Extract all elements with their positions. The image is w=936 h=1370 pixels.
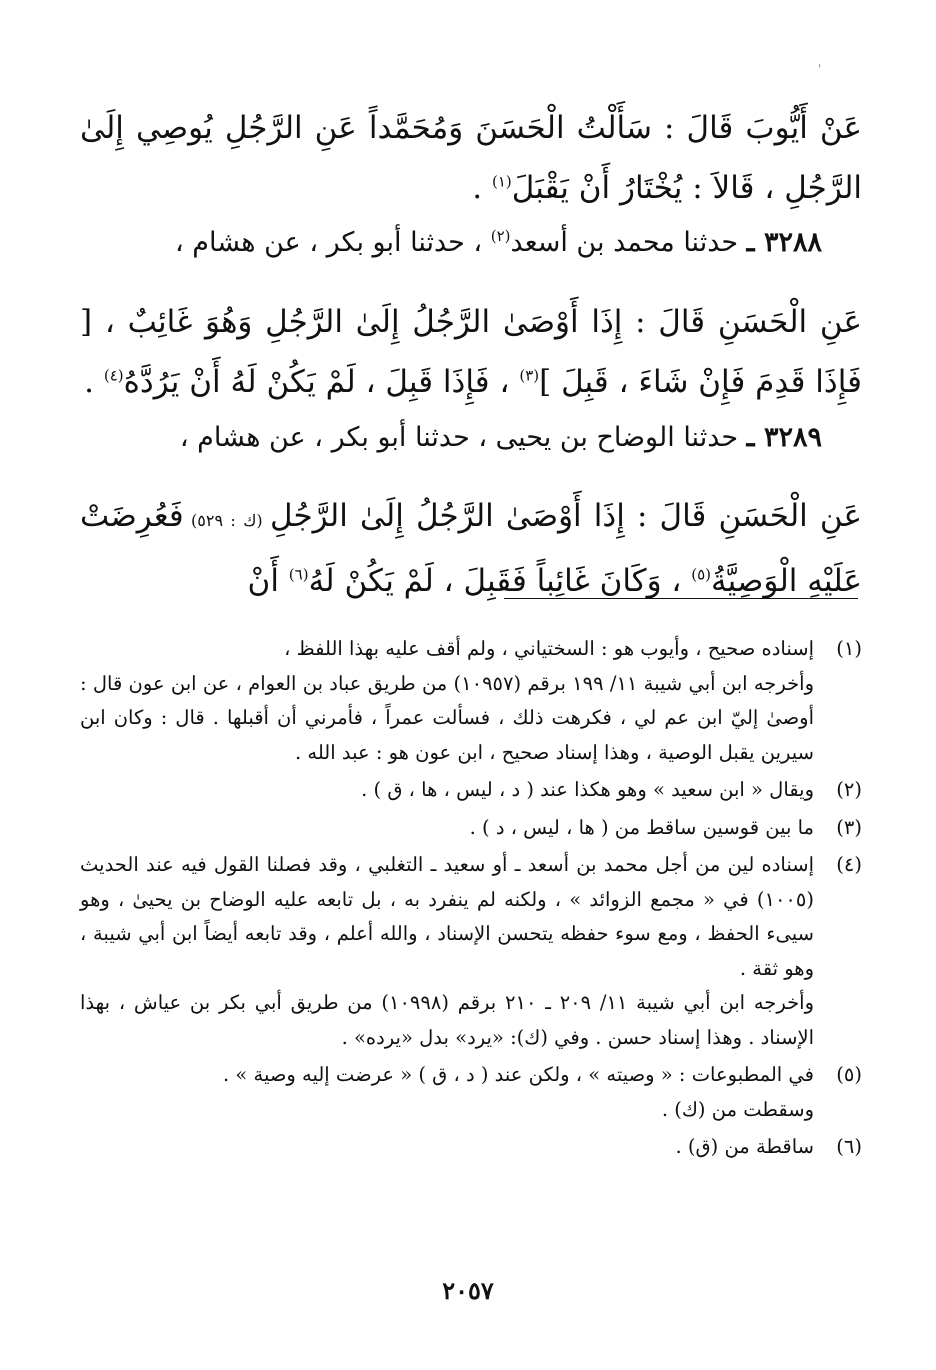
footnote-number: (٣) [836, 815, 862, 839]
footnote-ref-4[interactable]: (٤) [103, 366, 124, 385]
footnote-body [80, 848, 814, 1055]
hadith-3289-number: ٣٢٨٩ ـ [746, 422, 822, 453]
hadith-3289-matn-a: عَنِ الْحَسَنِ قَالَ : إِذَا أَوْصَىٰ الرَّجُلُ إِلَىٰ الرَّجُلِ [270, 498, 863, 534]
hadith-3289-isnad-text: حدثنا الوضاح بن يحيى ، حدثنا أبو بكر ، عن هشام ، [179, 422, 739, 453]
footnote-line: ساقطة من (ق) . [675, 1135, 814, 1158]
hadith-3288-matn-a: عَنِ الْحَسَنِ قَالَ : إِذَا أَوْصَىٰ الرَّجُلُ إِلَىٰ الرَّجُلِ وَهُوَ غَائِبٌ ، [ فَإِذَا قَدِمَ فَإِنْ شَاءَ ، قَبِلَ ] [80, 304, 862, 400]
footnote-number: (٥) [836, 1063, 862, 1086]
hadith-3289-matn-d: أَنْ [247, 563, 289, 599]
hadith-3289-matn [80, 486, 862, 611]
footnote-5 [80, 1058, 862, 1127]
footnote-line: وأخرجه ابن أبي شيبة ١١/ ١٩٩ برقم (١٠٩٥٧) من طريق عباد بن العوام ، عن ابن عون قال : أوصىٰ إليّ ابن عم لي ، فكرهت ذلك ، فسألت عمراً ، فأمرني أن أقبلها . قال : وكان ابن سيرين يقبل الوصية ، وهذا إسناد صحيح ، ابن عون هو : عبد الله . [80, 671, 814, 764]
hadith-intro-body: عَنْ أَيُّوبَ قَالَ : سَأَلْتُ الْحَسَنَ وَمُحَمَّداً عَنِ الرَّجُلِ يُوصِي إِلَىٰ الرَّجُلِ ، قَالاَ : يُخْتَارُ أَنْ يَقْبَلَ [80, 110, 862, 206]
footnote-body [80, 632, 814, 770]
hadith-3289-isnad [80, 416, 862, 460]
footnote-body [80, 1058, 814, 1127]
footnote-line: إسناده لين من أجل محمد بن أسعد ـ أو سعيد ـ التغلبي ، وقد فصلنا القول فيه عند الحديث (١٠٠٥) في « مجمع الزوائد » ، ولكنه لم ينفرد به ، بل تابعه عليه الوضاح بن يحيىٰ ، وهو سيىء الحفظ ، ومع سوء حفظه يتحسن الإسناد ، والله أعلم ، وقد تابعه أيضاً ابن أبي شيبة ، وهو ثقة . [80, 853, 814, 980]
footnote-divider [504, 598, 858, 599]
footnote-4 [80, 848, 862, 1055]
hadith-3289-matn-b: فَعُرِضَتْ عَلَيْهِ الْوَصِيَّةُ [80, 498, 862, 599]
footnote-line: ويقال « ابن سعيد » وهو هكذا عند ( د ، ليس ، ها ، ق ) . [361, 778, 814, 801]
scan-mark: ' [818, 62, 822, 76]
hadith-3288-isnad-b: ، حدثنا أبو بكر ، عن هشام ، [174, 227, 491, 258]
footnote-ref-1[interactable]: (١) [491, 172, 512, 191]
footnote-line: وسقطت من (ك) . [661, 1097, 814, 1121]
footnote-number: (٤) [836, 853, 862, 876]
footnote-number: (٦) [836, 1135, 862, 1158]
footnote-3 [80, 811, 862, 846]
hadith-3288-isnad-a: حدثنا محمد بن أسعد [510, 227, 739, 258]
footnote-1 [80, 632, 862, 770]
footnote-line: إسناده صحيح ، وأيوب هو : السختياني ، ولم أقف عليه بهذا اللفظ ، [284, 637, 814, 660]
hadith-3288-isnad [80, 221, 862, 265]
hadith-intro-end: . [472, 170, 492, 206]
footnote-line: وأخرجه ابن أبي شيبة ١١/ ٢٠٩ ـ ٢١٠ برقم (١٠٩٩٨) من طريق أبي بكر بن عياش ، بهذا الإسناد . وهذا إسناد حسن . وفي (ك): «يرد» بدل «يرده» . [80, 991, 814, 1049]
page-number: ٢٠٥٧ [442, 1276, 494, 1305]
hadith-3288-matn [80, 292, 862, 412]
footnote-ref-6[interactable]: (٦) [288, 565, 309, 584]
footnotes-section [80, 632, 862, 1168]
hadith-3289-matn-c: ، وَكَانَ غَائِباً فَقَبِلَ ، لَمْ يَكُنْ لَهُ [308, 563, 692, 599]
footnote-line: ما بين قوسين ساقط من ( ها ، ليس ، د ) . [469, 815, 814, 839]
hadith-3288-matn-b: ، فَإِذَا قَبِلَ ، لَمْ يَكُنْ لَهُ أَنْ يَرُدَّهُ [123, 364, 520, 400]
footnote-body [80, 1130, 814, 1165]
hadith-3288-matn-end: . [84, 364, 104, 400]
footnote-number: (١) [836, 637, 862, 660]
footnote-body [80, 811, 814, 846]
footnote-2 [80, 773, 862, 808]
hadith-3288-number: ٣٢٨٨ ـ [746, 227, 822, 258]
footnote-body [80, 773, 814, 808]
manuscript-ref: (ك : ٥٢٩) [183, 511, 270, 530]
footnote-ref-5[interactable]: (٥) [691, 565, 712, 584]
footnote-ref-3[interactable]: (٣) [519, 366, 540, 385]
footnote-ref-2[interactable]: (٢) [490, 227, 511, 245]
footnote-number: (٢) [836, 778, 862, 801]
hadith-intro-text [80, 98, 862, 218]
footnote-line: في المطبوعات : « وصيته » ، ولكن عند ( د ، ق ) « عرضت إليه وصية » . [222, 1063, 814, 1086]
footnote-6 [80, 1130, 862, 1165]
